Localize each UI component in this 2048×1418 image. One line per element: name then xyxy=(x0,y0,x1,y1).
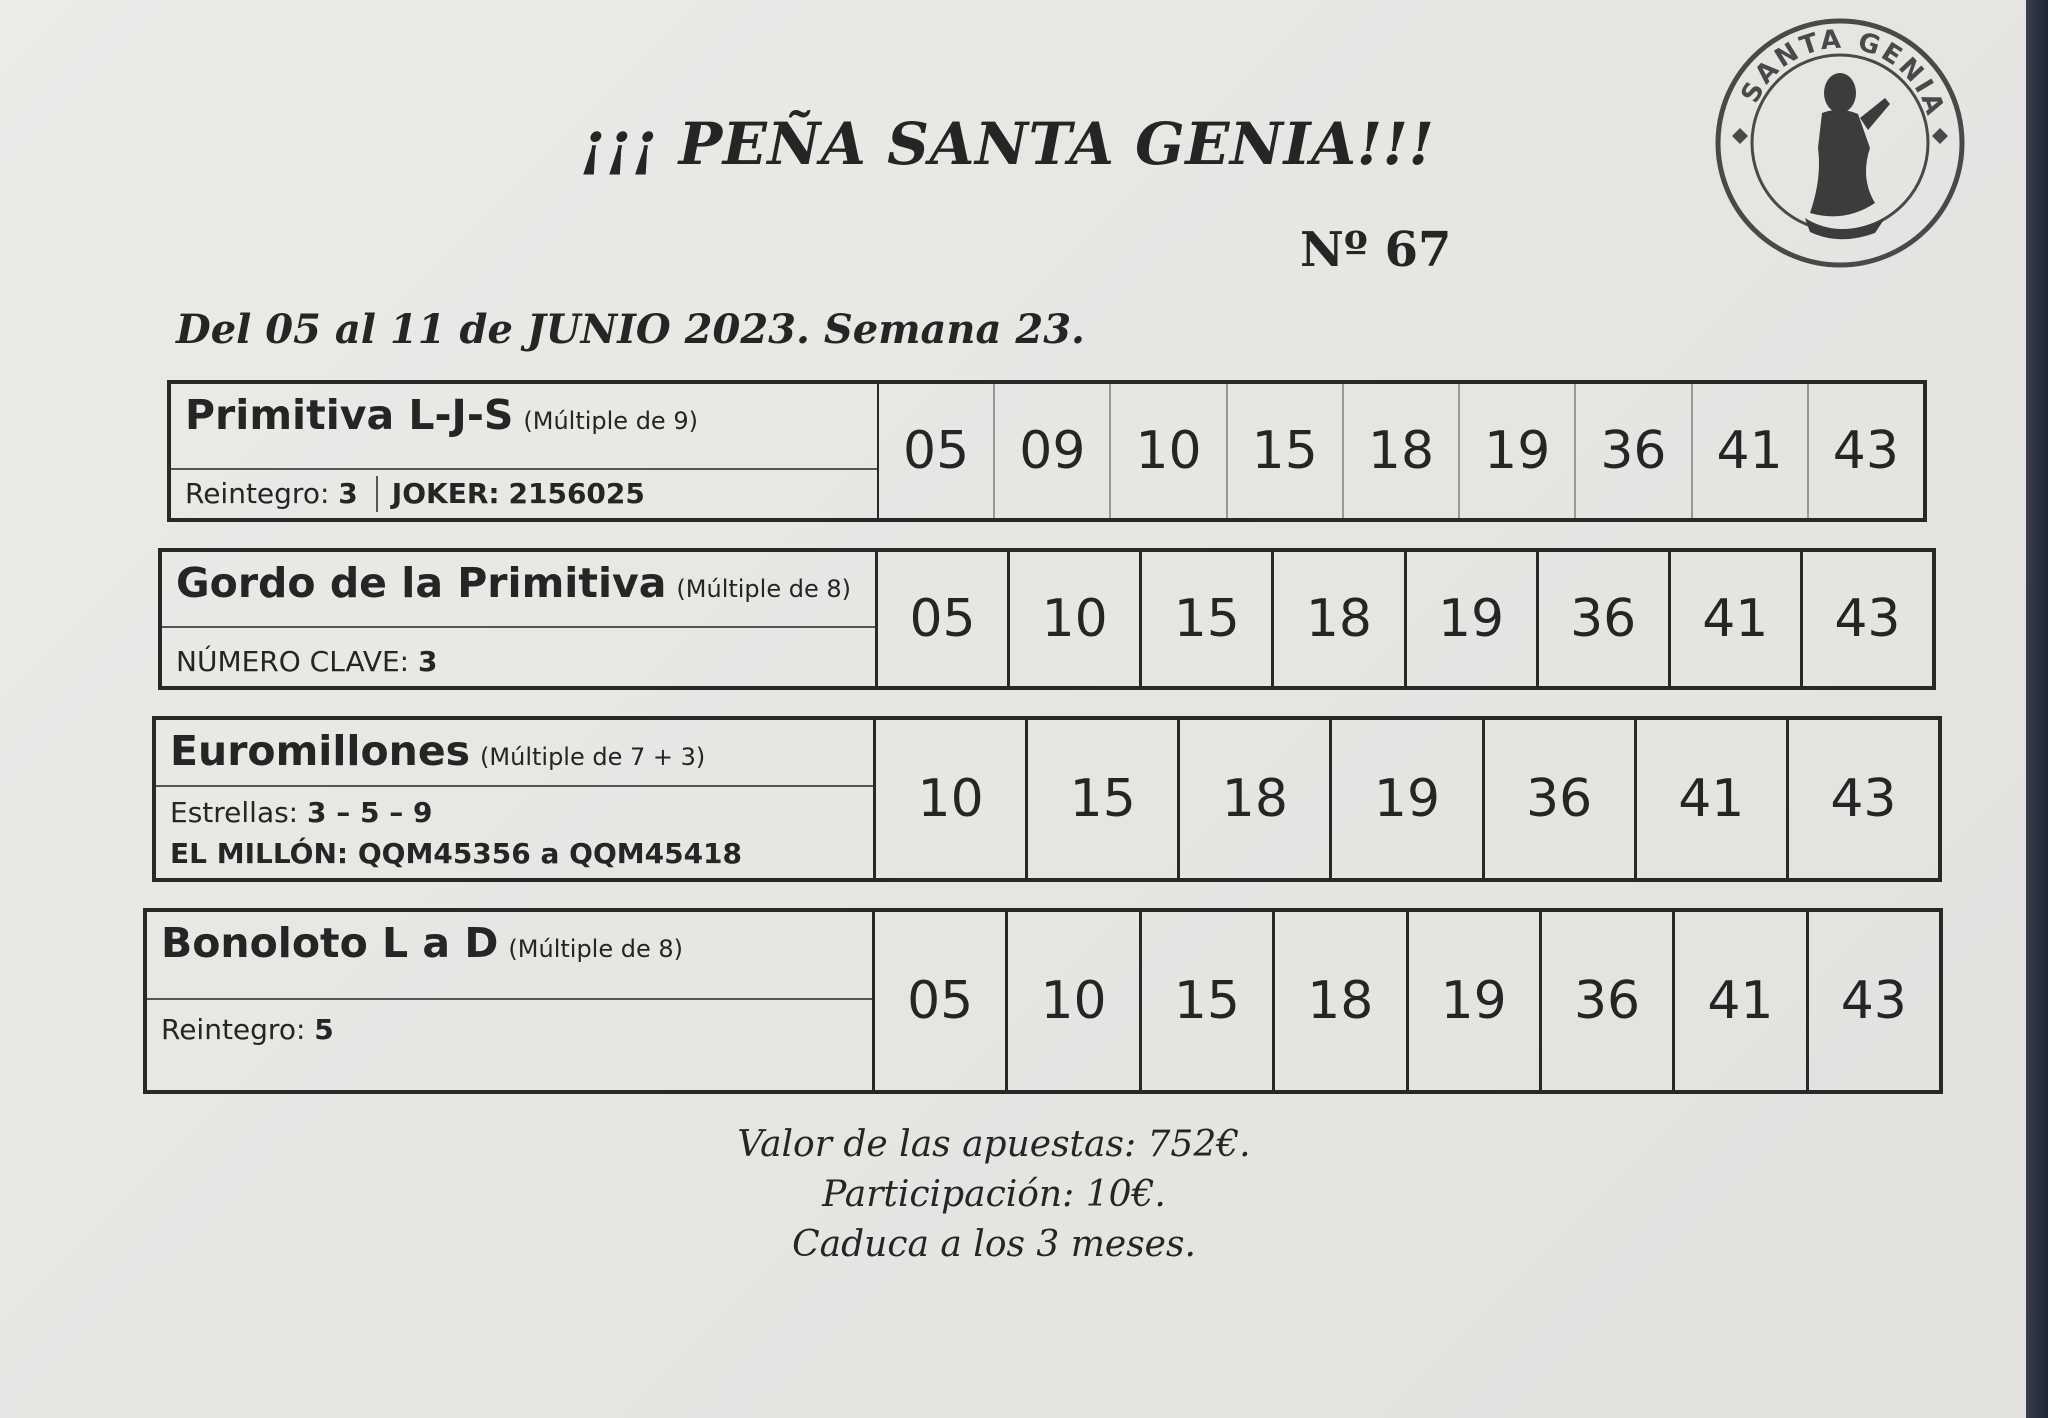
number-cell: 05 xyxy=(909,589,976,649)
number-cell: 15 xyxy=(1139,912,1272,1090)
game-info xyxy=(147,912,875,1090)
ticket-number: Nº 67 xyxy=(1300,222,1452,278)
el-millon: EL MILLÓN: QQM45356 a QQM45418 xyxy=(170,836,743,870)
footer xyxy=(0,1120,2048,1270)
number-cell: 15 xyxy=(1139,552,1271,686)
number-cell: 36 xyxy=(1482,720,1634,878)
reintegro: Reintegro: 3 xyxy=(185,476,378,512)
number-cell: 43 xyxy=(1807,384,1923,518)
reintegro: Reintegro: 5 xyxy=(161,1013,334,1046)
number-cell: 10 xyxy=(1109,384,1225,518)
number-cell: 15 xyxy=(1226,384,1342,518)
number-row xyxy=(875,912,1939,1090)
number-row xyxy=(876,720,1938,878)
number-cell: 18 xyxy=(1271,552,1403,686)
number-cell: 36 xyxy=(1539,912,1672,1090)
number-cell: 19 xyxy=(1329,720,1481,878)
number-cell: 43 xyxy=(1806,912,1939,1090)
caducidad: Caduca a los 3 meses. xyxy=(792,1224,1196,1265)
number-cell: 18 xyxy=(1342,384,1458,518)
number-cell: 10 xyxy=(917,769,984,829)
joker: JOKER: 2156025 xyxy=(391,476,645,510)
game-euromillones xyxy=(152,716,1942,882)
number-cell: 18 xyxy=(1177,720,1329,878)
game-name: Bonoloto L a D (Múltiple de 8) xyxy=(147,912,872,1000)
game-info xyxy=(162,552,878,686)
number-row xyxy=(878,552,1932,686)
game-bonoloto xyxy=(143,908,1943,1094)
number-cell: 19 xyxy=(1404,552,1536,686)
page-title: ¡¡¡ PEÑA SANTA GENIA!!! xyxy=(580,110,1435,178)
number-row xyxy=(879,384,1923,518)
game-primitiva xyxy=(167,380,1927,522)
game-name: Primitiva L-J-S (Múltiple de 9) xyxy=(171,384,877,470)
number-cell: 41 xyxy=(1672,912,1805,1090)
participacion: Participación: 10€. xyxy=(822,1174,1166,1215)
game-gordo xyxy=(158,548,1936,690)
number-cell: 19 xyxy=(1458,384,1574,518)
number-cell: 09 xyxy=(993,384,1109,518)
number-cell: 05 xyxy=(903,421,970,481)
game-name: Gordo de la Primitiva (Múltiple de 8) xyxy=(162,552,875,628)
game-info xyxy=(171,384,879,518)
valor-apuestas: Valor de las apuestas: 752€. xyxy=(737,1124,1251,1165)
number-cell: 18 xyxy=(1272,912,1405,1090)
number-cell: 05 xyxy=(907,971,974,1031)
numero-clave: NÚMERO CLAVE: 3 xyxy=(176,644,438,678)
number-cell: 10 xyxy=(1007,552,1139,686)
game-name: Euromillones (Múltiple de 7 + 3) xyxy=(156,720,873,787)
number-cell: 43 xyxy=(1800,552,1932,686)
game-info xyxy=(156,720,876,878)
number-cell: 36 xyxy=(1574,384,1690,518)
game-extra xyxy=(171,470,877,518)
number-cell: 41 xyxy=(1634,720,1786,878)
santa-genia-stamp xyxy=(1710,18,1970,268)
number-cell: 41 xyxy=(1691,384,1807,518)
number-cell: 43 xyxy=(1786,720,1938,878)
number-cell: 41 xyxy=(1668,552,1800,686)
svg-text:SANTA GENIA: SANTA GENIA xyxy=(1735,24,1951,122)
number-cell: 36 xyxy=(1536,552,1668,686)
date-range: Del 05 al 11 de JUNIO 2023. Semana 23. xyxy=(176,306,1085,353)
number-cell: 19 xyxy=(1406,912,1539,1090)
number-cell: 10 xyxy=(1005,912,1138,1090)
number-cell: 15 xyxy=(1025,720,1177,878)
estrellas: Estrellas: 3 – 5 – 9 xyxy=(170,796,433,830)
